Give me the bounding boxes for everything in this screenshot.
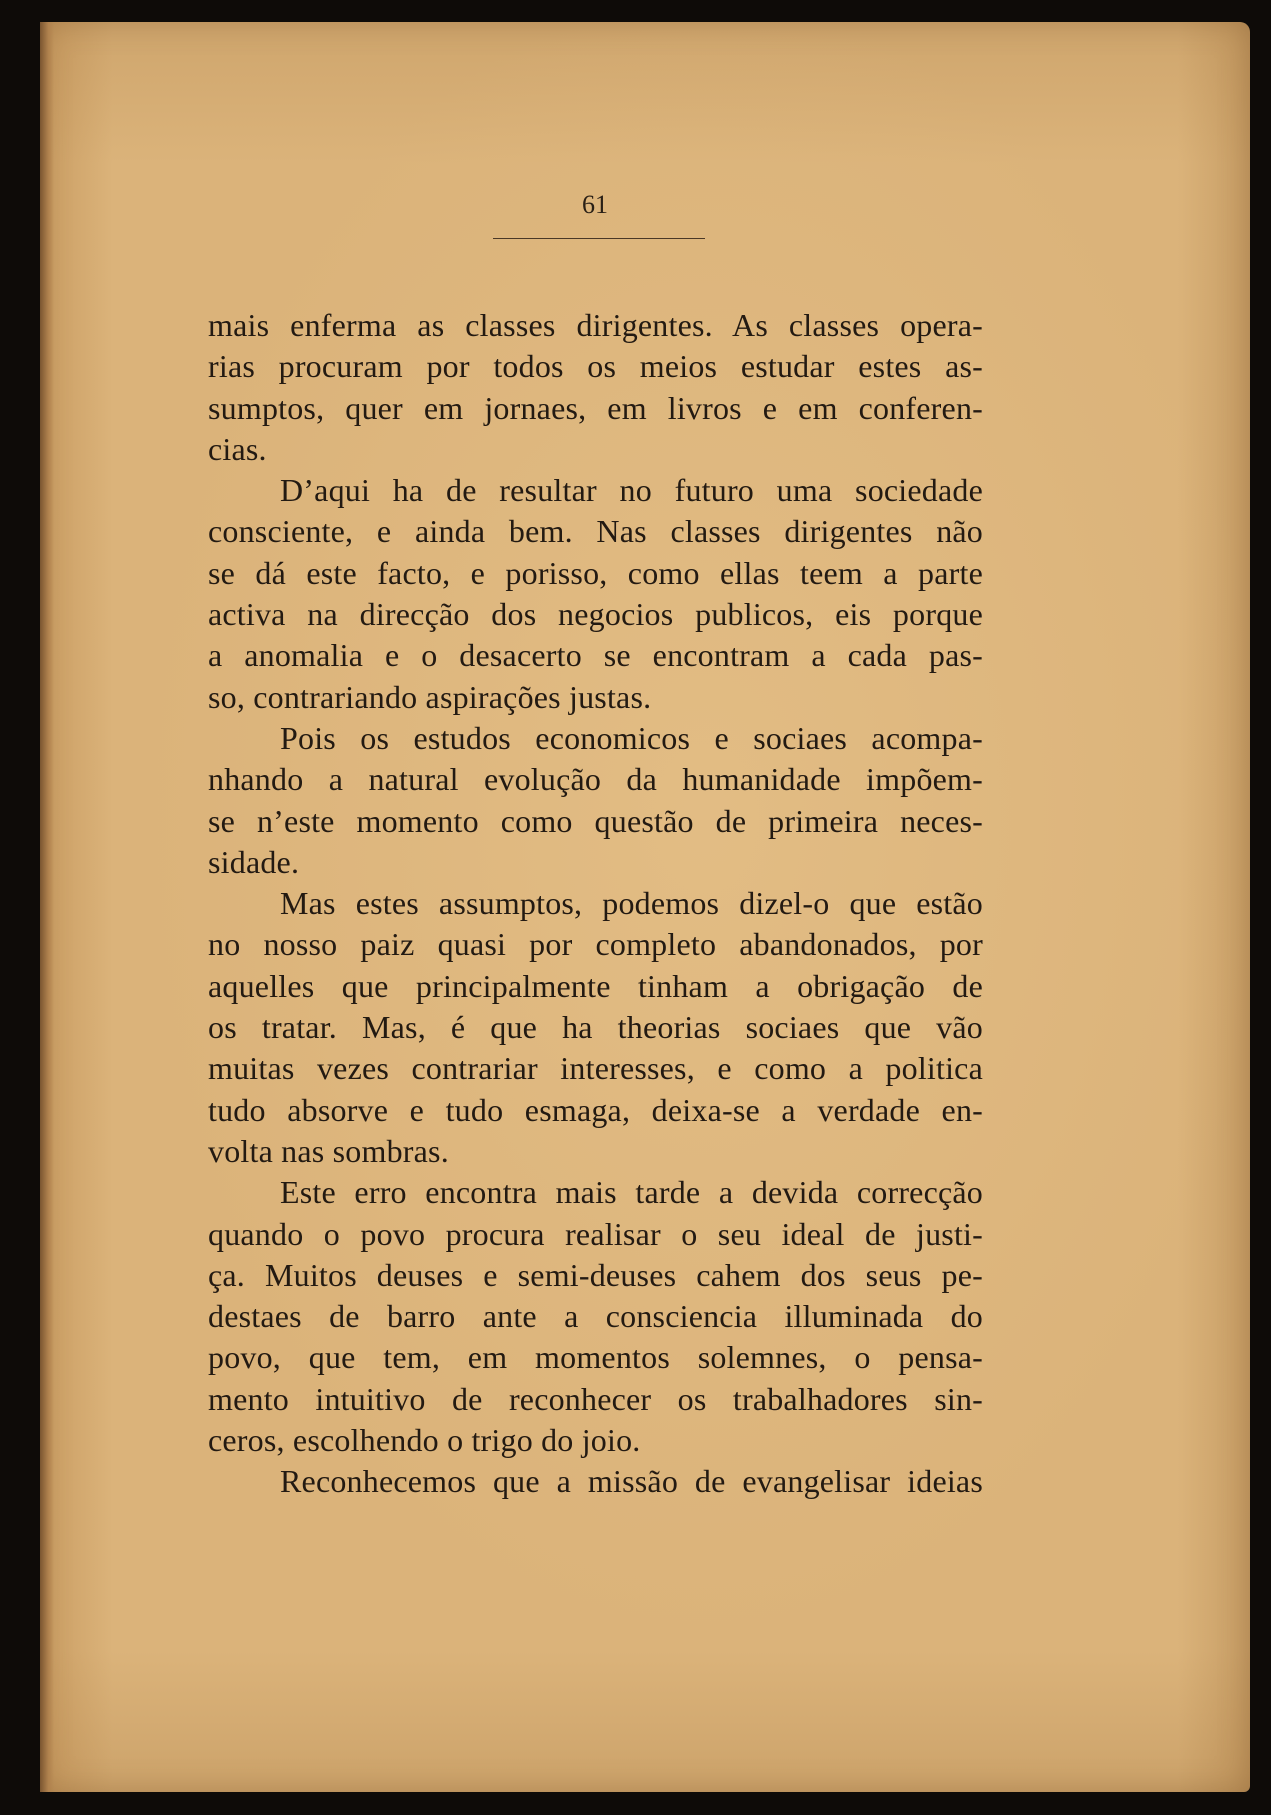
page-number: 61 — [582, 190, 608, 219]
text-line: Reconhecemos que a missão de evangelisar ideias — [280, 1463, 983, 1500]
text-line: tudo absorve e tudo esmaga, deixa-se a verdade en- — [208, 1091, 983, 1128]
body-text — [208, 305, 983, 1503]
text-line: nhando a natural evolução da humanidade impõem- — [208, 761, 983, 798]
text-line: consciente, e ainda bem. Nas classes dirigentes não — [208, 513, 983, 550]
text-line: mento intuitivo de reconhecer os trabalhadores sin- — [208, 1380, 983, 1417]
text-line: se n’este momento como questão de primeira neces- — [208, 802, 983, 839]
text-line: no nosso paiz quasi por completo abandonados, por — [208, 926, 983, 963]
text-line: muitas vezes contrariar interesses, e como a politica — [208, 1050, 983, 1087]
text-line: destaes de barro ante a consciencia illuminada do — [208, 1298, 983, 1335]
text-line: mais enferma as classes dirigentes. As classes opera- — [208, 307, 983, 343]
text-line: quando o povo procura realisar o seu ideal de justi- — [208, 1215, 983, 1252]
text-line: volta nas sombras. — [208, 1132, 449, 1169]
text-line: ça. Muitos deuses e semi-deuses cahem dos seus pe- — [208, 1256, 983, 1293]
text-line: sumptos, quer em jornaes, em livros e em conferen- — [208, 389, 983, 426]
text-line: Este erro encontra mais tarde a devida correcção — [280, 1174, 983, 1211]
text-line: rias procuram por todos os meios estudar estes as- — [208, 348, 983, 385]
text-line: a anomalia e o desacerto se encontram a cada pas- — [208, 637, 983, 674]
text-line: se dá este facto, e porisso, como ellas teem a parte — [208, 554, 983, 591]
text-line: os tratar. Mas, é que ha theorias sociaes que vão — [208, 1009, 983, 1046]
text-line: ceros, escolhendo o trigo do joio. — [208, 1422, 641, 1459]
text-line: sidade. — [208, 843, 300, 880]
text-line: povo, que tem, em momentos solemnes, o pensa- — [208, 1339, 983, 1376]
text-line: Pois os estudos economicos e sociaes acompa- — [280, 719, 983, 756]
header-rule — [493, 238, 705, 239]
text-line: D’aqui ha de resultar no futuro uma sociedade — [280, 472, 983, 509]
binding-edge — [40, 22, 54, 1792]
text-line: cias. — [208, 430, 267, 467]
text-line: Mas estes assumptos, podemos dizel-o que estão — [280, 885, 983, 922]
text-line: aquelles que principalmente tinham a obrigação de — [208, 967, 983, 1004]
text-line: activa na direcção dos negocios publicos, eis porque — [208, 596, 983, 633]
text-line: so, contrariando aspirações justas. — [208, 678, 652, 715]
